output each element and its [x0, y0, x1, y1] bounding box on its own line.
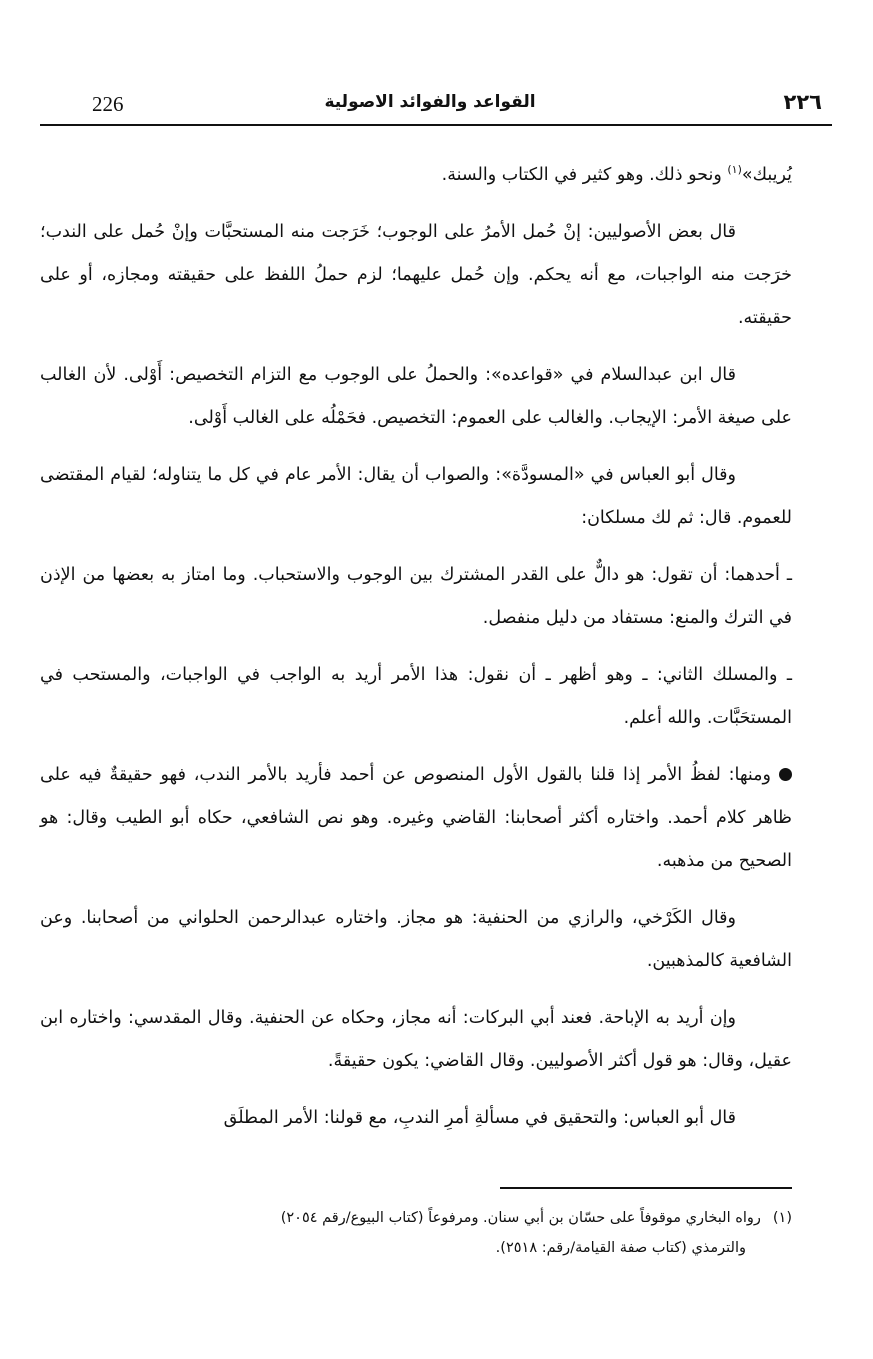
- footnote-line-2: والترمذي (كتاب صفة القيامة/رقم: ٢٥١٨).: [495, 1240, 746, 1256]
- paragraph-8: وقال الكَرْخي، والرازي من الحنفية: هو مجاز. واختاره عبدالرحمن الحلواني من أصحابنا. وعن الشافعية كالمذهبين.: [40, 907, 792, 971]
- footnote-line-1: [40, 1203, 792, 1233]
- paragraph-10: قال أبو العباس: والتحقيق في مسألةِ أمرِ الندبِ، مع قولنا: الأمر المطلَق: [223, 1107, 736, 1128]
- paragraph-1: [40, 148, 792, 197]
- bullet-icon: [779, 768, 792, 781]
- footnote: [40, 1203, 792, 1263]
- paragraph-3: قال ابن عبدالسلام في «قواعده»: والحملُ على الوجوب مع التزام التخصيص: أَوْلى. لأن الغالب على صيغة الأمر: الإيجاب. والغالب على العموم: التخصيص. فحَمْلُه على الغالب أَوْلى.: [40, 364, 792, 428]
- paragraph-9: وإن أريد به الإباحة. فعند أبي البركات: أنه مجاز، وحكاه عن الحنفية. وقال المقدسي: واختاره ابن عقيل، وقال: هو قول أكثر الأصوليين. وقال القاضي: يكون حقيقةً.: [40, 1007, 792, 1071]
- running-title: القواعد والفوائد الاصولية: [324, 92, 536, 112]
- paragraph-7-text: ومنها: لفظُ الأمر إذا قلنا بالقول الأول المنصوص عن أحمد فأريد بالأمر الندب، فهو حقيقةٌ فيه على ظاهر كلام أحمد. واختاره أكثر أصحابنا: القاضي وغيره. وهو نص الشافعي، حكاه أبو الطيب وقال: هو الصحيح من مذهبه.: [40, 764, 792, 871]
- footnote-reference: (١): [727, 163, 742, 176]
- page-number-latin: 226: [92, 92, 124, 116]
- page-number-arabic: ٢٢٦: [783, 90, 822, 114]
- paragraph-6: ـ والمسلك الثاني: ـ وهو أظهر ـ أن نقول: هذا الأمر أريد به الواجب في الواجبات، والمستحب في المستحَبَّات. والله أعلم.: [40, 664, 792, 728]
- main-text: [40, 148, 792, 1154]
- page-header: [40, 88, 832, 126]
- paragraph-2: قال بعض الأصوليين: إنْ حُمل الأمرُ على الوجوب؛ خَرَجت منه المستحبَّات وإنْ حُمل على الندب؛ خرَجت منه الواجبات، مع أنه يحكم. وإن حُمل عليهما؛ لزم حملُ اللفظ على حقيقته ومجازه، أو على حقيقته.: [40, 221, 792, 328]
- paragraph-1-start: يُريبك»: [741, 164, 792, 185]
- footnote-divider: [500, 1187, 792, 1189]
- paragraph-4: وقال أبو العباس في «المسودَّة»: والصواب أن يقال: الأمر عام في كل ما يتناوله؛ لقيام المقتضى للعموم. قال: ثم لك مسلكان:: [40, 464, 792, 528]
- footnote-text-1: رواه البخاري موقوفاً على حسّان بن أبي سنان. ومرفوعاً (كتاب البيوع/رقم ٢٠٥٤): [280, 1210, 761, 1226]
- footnote-number: (١): [772, 1210, 792, 1226]
- paragraph-7: [40, 754, 792, 883]
- paragraph-5: ـ أحدهما: أن تقول: هو دالٌّ على القدر المشترك بين الوجوب والاستحباب. وما امتاز به بعضها من الإذن في الترك والمنع: مستفاد من دليل منفصل.: [40, 564, 792, 628]
- paragraph-1-end: ونحو ذلك. وهو كثير في الكتاب والسنة.: [441, 164, 728, 185]
